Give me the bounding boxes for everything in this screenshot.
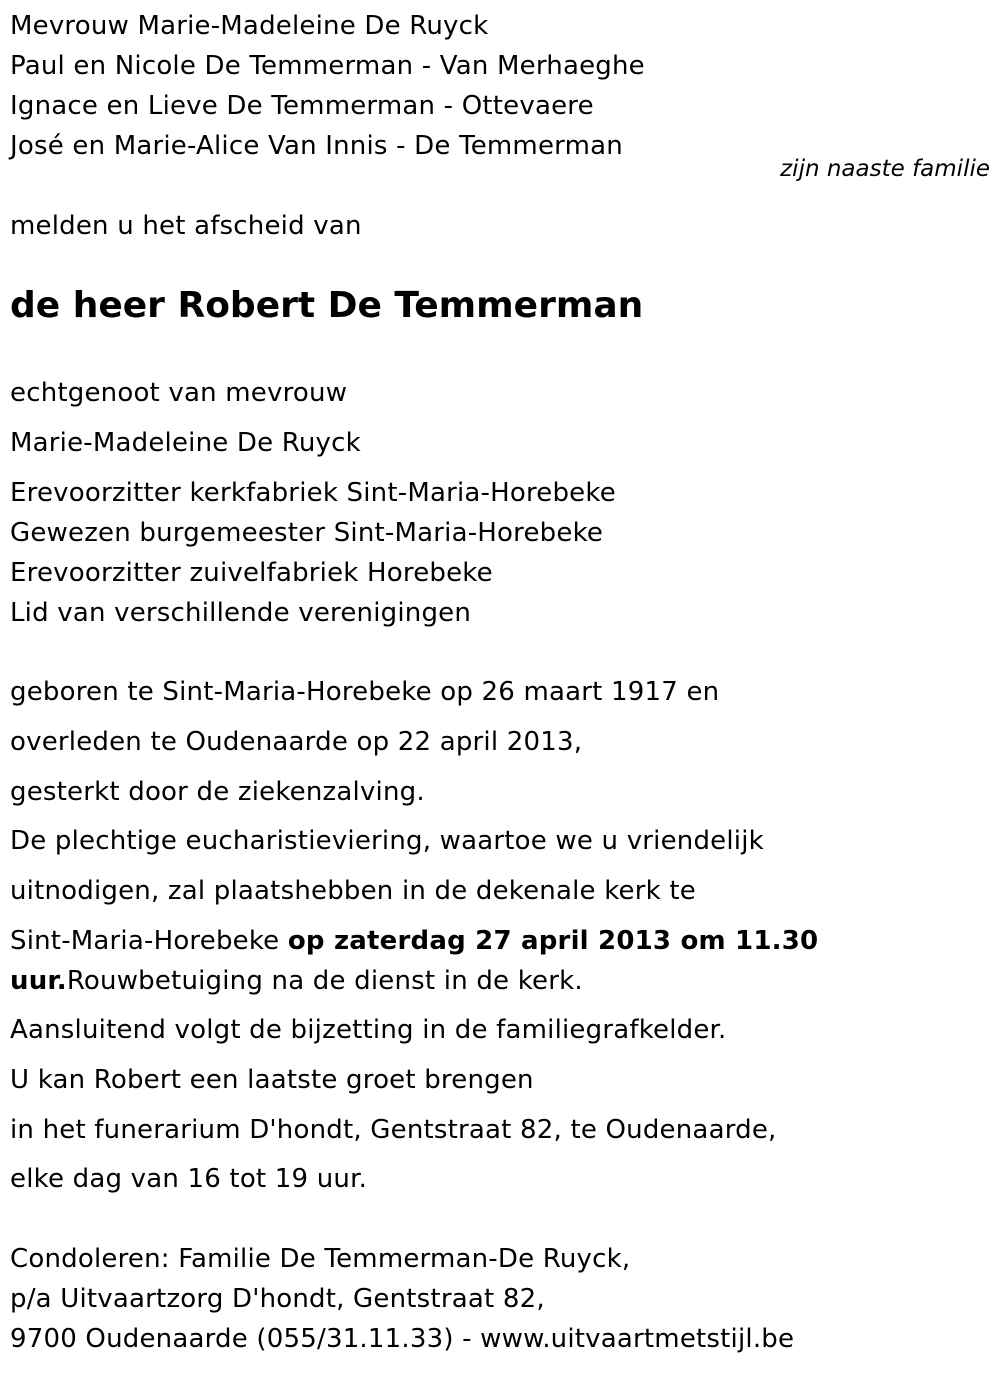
condolence-note: Rouwbetuiging na de dienst in de kerk. (66, 966, 583, 996)
family-member-1: Mevrouw Marie-Madeleine De Ruyck (10, 11, 489, 41)
title-3: Erevoorzitter zuivelfabriek Horebeke (10, 558, 493, 588)
service-place: Sint-Maria-Horebeke (10, 926, 288, 956)
burial-line: Aansluitend volgt de bijzetting in de familiegrafkelder. (10, 1015, 727, 1045)
title-1: Erevoorzitter kerkfabriek Sint-Maria-Horebeke (10, 478, 616, 508)
condolences-line-2: p/a Uitvaartzorg D'hondt, Gentstraat 82, (10, 1284, 545, 1314)
family-member-4: José en Marie-Alice Van Innis - De Temmerman (10, 131, 623, 161)
intro-text: melden u het afscheid van (10, 211, 362, 241)
spouse-line-2: Marie-Madeleine De Ruyck (10, 428, 361, 458)
visit-line-2: in het funerarium D'hondt, Gentstraat 82, te Oudenaarde, (10, 1115, 777, 1145)
sacrament-line: gesterkt door de ziekenzalving. (10, 777, 425, 807)
condolences-line-3: 9700 Oudenaarde (055/31.11.33) - www.uitvaartmetstijl.be (10, 1324, 795, 1354)
family-member-2: Paul en Nicole De Temmerman - Van Merhaeghe (10, 51, 645, 81)
visit-line-3: elke dag van 16 tot 19 uur. (10, 1164, 368, 1194)
title-2: Gewezen burgemeester Sint-Maria-Horebeke (10, 518, 604, 548)
spouse-line-1: echtgenoot van mevrouw (10, 378, 348, 408)
visit-line-1: U kan Robert een laatste groet brengen (10, 1065, 534, 1095)
service-line-3 (10, 925, 818, 957)
service-line-1: De plechtige eucharistieviering, waartoe we u vriendelijk (10, 826, 764, 856)
family-member-3: Ignace en Lieve De Temmerman - Ottevaere (10, 91, 594, 121)
service-line-2: uitnodigen, zal plaatshebben in de dekenale kerk te (10, 876, 696, 906)
title-4: Lid van verschillende verenigingen (10, 598, 472, 628)
service-line-4 (10, 965, 583, 997)
died-line: overleden te Oudenaarde op 22 april 2013, (10, 727, 583, 757)
family-signature: zijn naaste familie (780, 156, 990, 182)
deceased-name: de heer Robert De Temmerman (10, 285, 644, 326)
service-datetime: op zaterdag 27 april 2013 om 11.30 (287, 926, 819, 956)
condolences-line-1: Condoleren: Familie De Temmerman-De Ruyck, (10, 1244, 631, 1274)
born-line: geboren te Sint-Maria-Horebeke op 26 maart 1917 en (10, 677, 720, 707)
service-datetime-end: uur. (10, 966, 67, 996)
